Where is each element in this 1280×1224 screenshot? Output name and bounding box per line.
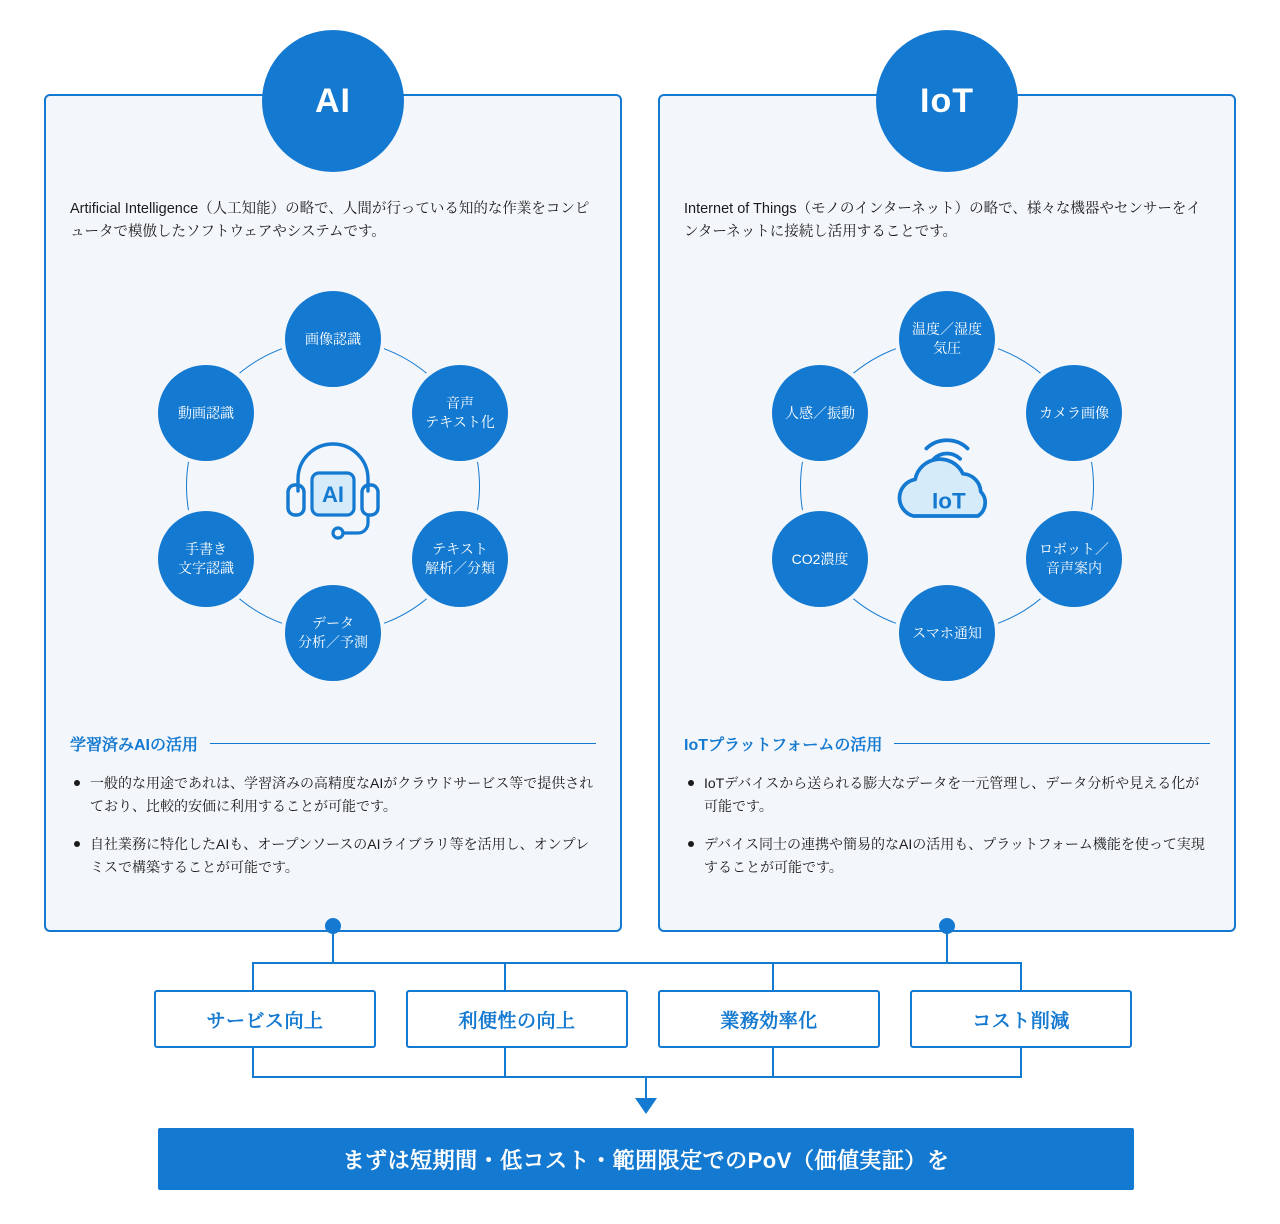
node-line: 動画認識 <box>178 404 234 421</box>
connector-line <box>1020 962 1022 990</box>
ai-node-image-recognition <box>285 291 381 387</box>
panel-iot <box>658 81 1236 932</box>
panel-ai-description: Artificial Intelligence（人工知能）の略で、人間が行っている知的な作業をコンピュータで模倣したソフトウェアやシステムです。 <box>70 201 590 241</box>
list-item: IoTデバイスから送られる膨大なデータを一元管理し、データ分析や見える化が可能です。 <box>686 772 1212 817</box>
iot-node-camera-image <box>1026 365 1122 461</box>
benefit-box-efficiency: 業務効率化 <box>658 990 880 1048</box>
node-line: 音声案内 <box>1046 560 1102 576</box>
benefit-box-cost: コスト削減 <box>910 990 1132 1048</box>
node-line: データ <box>312 615 354 632</box>
connector-line <box>772 1048 774 1076</box>
panel-ai <box>44 81 622 932</box>
ai-node-video-recognition <box>158 365 254 461</box>
connector-bus-bottom <box>252 1076 1022 1078</box>
arrow-down-icon <box>635 1098 657 1114</box>
connector-line <box>504 1048 506 1076</box>
connector-bus-top <box>252 962 1022 964</box>
iot-section-title: IoTプラットフォームの活用 <box>684 737 883 754</box>
svg-text:AI: AI <box>322 482 344 507</box>
footer-banner: まずは短期間・低コスト・範囲限定でのPoV（価値実証）を <box>158 1128 1134 1190</box>
node-line: 音声 <box>446 395 474 412</box>
node-line: 解析／分類 <box>425 560 495 576</box>
ai-node-speech-to-text <box>412 365 508 461</box>
divider <box>894 743 1210 744</box>
connector-line <box>946 926 948 962</box>
ai-node-handwriting-recognition <box>158 511 254 607</box>
node-line: テキスト <box>432 541 488 558</box>
svg-text:IoT: IoT <box>932 488 966 514</box>
node-line: テキスト化 <box>425 414 495 430</box>
list-item: 一般的な用途であれは、学習済みの高精度なAIがクラウドサービス等で提供されており、比較的安価に利用することが可能です。 <box>72 772 598 817</box>
connector-line <box>332 926 334 962</box>
panel-ai-badge: AI <box>262 30 404 172</box>
iot-node-temperature-humidity-pressure <box>899 291 995 387</box>
node-line: スマホ通知 <box>912 624 982 641</box>
iot-bullet-list <box>686 772 1212 895</box>
node-line: 気圧 <box>933 340 961 356</box>
benefit-box-service: サービス向上 <box>154 990 376 1048</box>
list-item: 自社業務に特化したAIも、オープンソースのAIライブラリ等を活用し、オンプレミスで構築することが可能です。 <box>72 833 598 878</box>
iot-node-robot-voice-guidance <box>1026 511 1122 607</box>
ai-section-heading <box>70 732 596 755</box>
connector-line <box>645 1076 647 1100</box>
iot-cloud-wifi-icon <box>872 411 1022 561</box>
divider <box>210 743 596 744</box>
ai-hub-diagram <box>123 278 543 708</box>
panel-iot-description: Internet of Things（モノのインターネット）の略で、様々な機器やセンサーをインターネットに接続し活用することです。 <box>684 201 1201 241</box>
ai-section-title: 学習済みAIの活用 <box>70 737 199 754</box>
ai-node-data-analysis <box>285 585 381 681</box>
node-line: ロボット／ <box>1039 541 1109 558</box>
node-line: 手書き <box>185 541 227 558</box>
node-line: 温度／湿度 <box>912 321 982 338</box>
ai-node-text-analysis <box>412 511 508 607</box>
node-line: カメラ画像 <box>1039 404 1109 421</box>
panel-iot-badge: IoT <box>876 30 1018 172</box>
connector-line <box>772 962 774 990</box>
ai-headset-icon <box>258 411 408 561</box>
node-line: 画像認識 <box>305 330 361 347</box>
node-line: 文字認識 <box>178 560 234 576</box>
iot-section-heading <box>684 732 1210 755</box>
benefit-box-convenience: 利便性の向上 <box>406 990 628 1048</box>
connector-line <box>252 962 254 990</box>
list-item: デバイス同士の連携や簡易的なAIの活用も、プラットフォーム機能を使って実現することが可能です。 <box>686 833 1212 878</box>
iot-node-motion-vibration <box>772 365 868 461</box>
node-line: 分析／予測 <box>298 634 368 650</box>
iot-node-smartphone-notification <box>899 585 995 681</box>
node-line: 人感／振動 <box>785 404 855 421</box>
connector-line <box>252 1048 254 1076</box>
iot-hub-diagram <box>737 278 1157 708</box>
connector-line <box>504 962 506 990</box>
connector-line <box>1020 1048 1022 1076</box>
ai-bullet-list <box>72 772 598 895</box>
iot-node-co2-concentration <box>772 511 868 607</box>
node-line: CO2濃度 <box>791 550 849 567</box>
